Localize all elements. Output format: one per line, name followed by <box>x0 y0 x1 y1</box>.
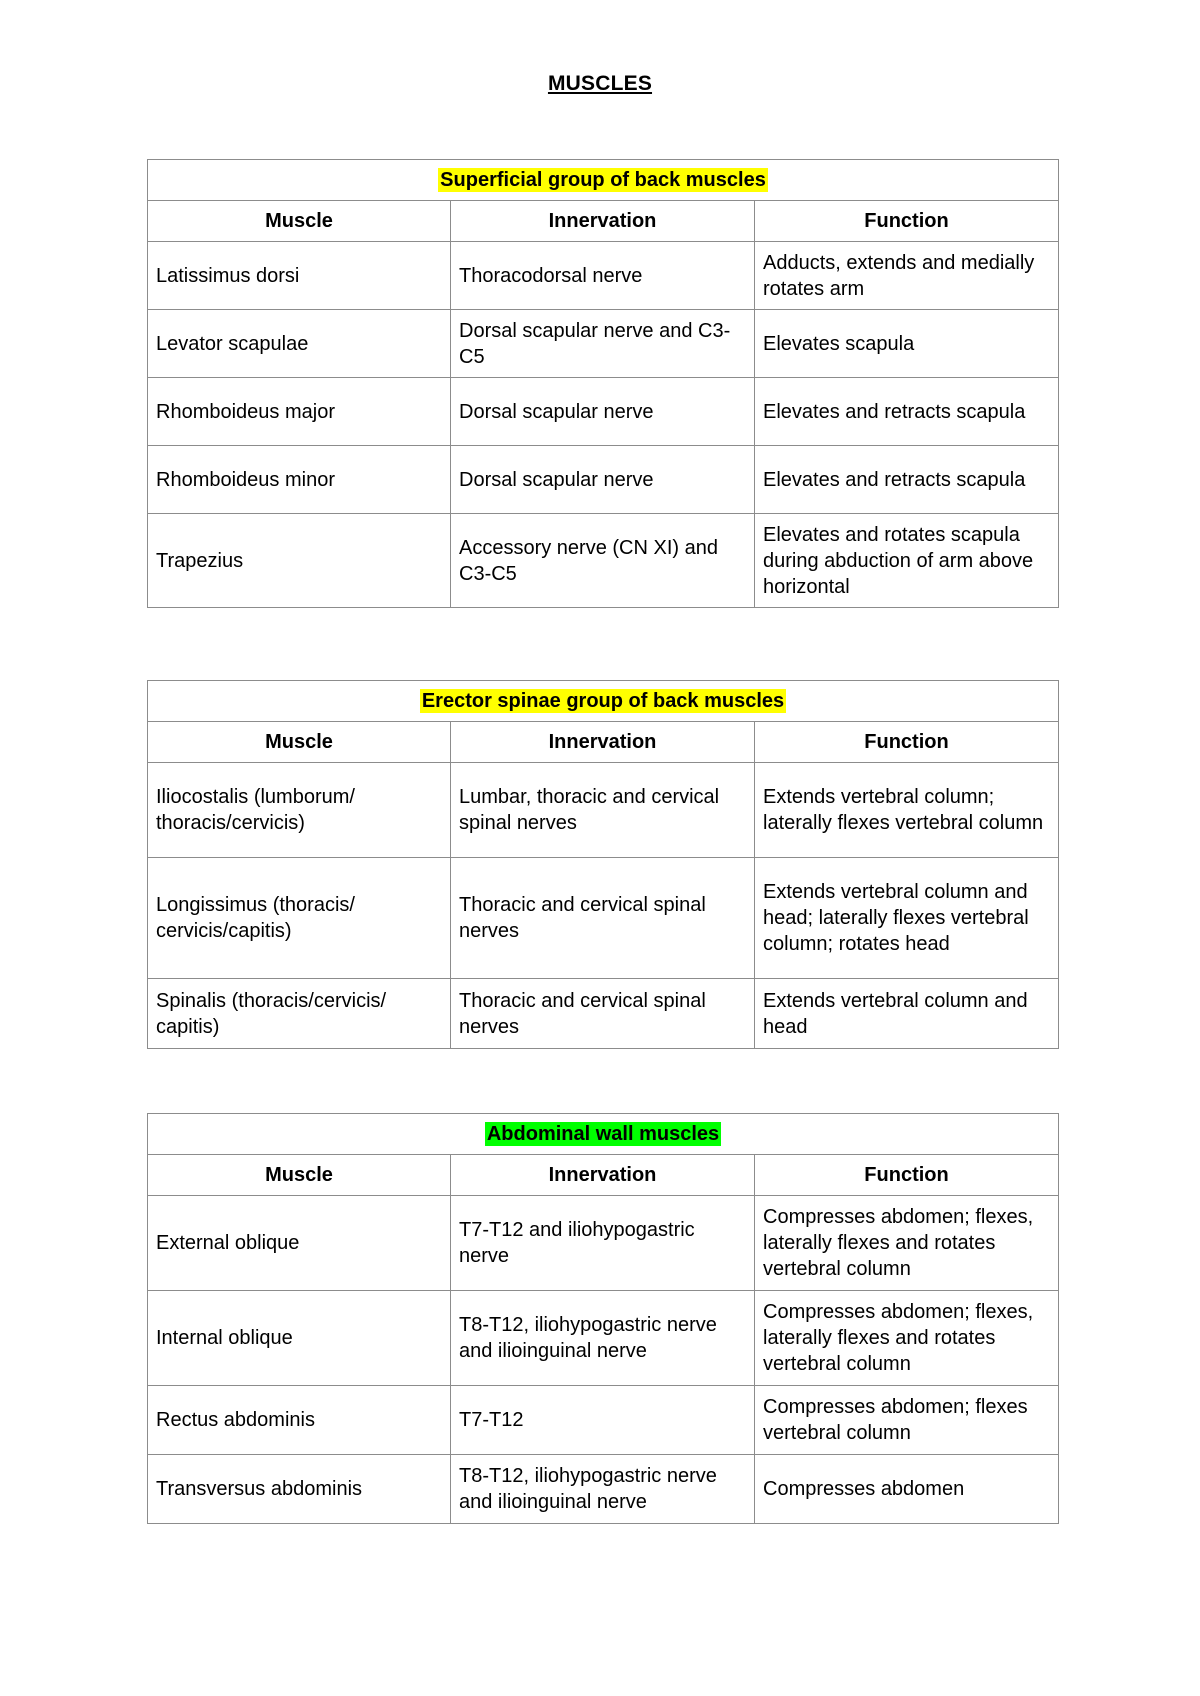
innervation-cell: T8-T12, iliohypogastric nerve and ilioinguinal nerve <box>451 1291 755 1386</box>
table-row <box>148 979 1059 1049</box>
muscle-cell: Rhomboideus minor <box>148 446 451 514</box>
table-row <box>148 514 1059 608</box>
function-cell: Extends vertebral column; laterally flexes vertebral column <box>755 763 1059 858</box>
innervation-cell: T8-T12, iliohypogastric nerve and ilioinguinal nerve <box>451 1455 755 1524</box>
innervation-column-header: Innervation <box>451 722 755 763</box>
function-cell: Extends vertebral column and head <box>755 979 1059 1049</box>
muscle-cell: Longissimus (thoracis/ cervicis/capitis) <box>148 858 451 979</box>
function-cell: Extends vertebral column and head; laterally flexes vertebral column; rotates head <box>755 858 1059 979</box>
table-row <box>148 1455 1059 1524</box>
table-section-title: Abdominal wall muscles <box>486 1123 720 1145</box>
function-cell: Elevates and retracts scapula <box>755 446 1059 514</box>
innervation-cell: Thoracic and cervical spinal nerves <box>451 858 755 979</box>
table-section-title-cell <box>148 160 1059 201</box>
muscle-cell: Rhomboideus major <box>148 378 451 446</box>
function-cell: Elevates scapula <box>755 310 1059 378</box>
innervation-column-header: Innervation <box>451 1155 755 1196</box>
muscle-cell: Iliocostalis (lumborum/ thoracis/cervicis) <box>148 763 451 858</box>
muscle-column-header: Muscle <box>148 1155 451 1196</box>
innervation-cell: Dorsal scapular nerve <box>451 378 755 446</box>
innervation-cell: Accessory nerve (CN XI) and C3-C5 <box>451 514 755 608</box>
table-section-title: Erector spinae group of back muscles <box>421 690 785 712</box>
table-section-title-cell <box>148 1114 1059 1155</box>
muscle-cell: Spinalis (thoracis/cervicis/ capitis) <box>148 979 451 1049</box>
innervation-cell: T7-T12 <box>451 1386 755 1455</box>
table-row <box>148 242 1059 310</box>
table-row <box>148 858 1059 979</box>
muscle-cell: Levator scapulae <box>148 310 451 378</box>
table-row <box>148 763 1059 858</box>
abdominal-wall-muscles-table <box>147 1113 1059 1524</box>
innervation-cell: Dorsal scapular nerve <box>451 446 755 514</box>
table-row <box>148 378 1059 446</box>
table-row <box>148 1291 1059 1386</box>
table-row <box>148 310 1059 378</box>
table-row <box>148 1196 1059 1291</box>
function-column-header: Function <box>755 1155 1059 1196</box>
innervation-cell: Thoracodorsal nerve <box>451 242 755 310</box>
muscle-cell: Transversus abdominis <box>148 1455 451 1524</box>
function-cell: Compresses abdomen; flexes vertebral column <box>755 1386 1059 1455</box>
table-header-row <box>148 201 1059 242</box>
function-cell: Compresses abdomen <box>755 1455 1059 1524</box>
table-row <box>148 446 1059 514</box>
innervation-cell: Dorsal scapular nerve and C3-C5 <box>451 310 755 378</box>
muscle-cell: Rectus abdominis <box>148 1386 451 1455</box>
muscle-cell: Internal oblique <box>148 1291 451 1386</box>
page-title: MUSCLES <box>547 72 653 95</box>
table-section-title: Superficial group of back muscles <box>440 169 766 191</box>
function-column-header: Function <box>755 722 1059 763</box>
innervation-cell: Thoracic and cervical spinal nerves <box>451 979 755 1049</box>
innervation-cell: T7-T12 and iliohypogastric nerve <box>451 1196 755 1291</box>
table-row <box>148 1386 1059 1455</box>
muscle-cell: Latissimus dorsi <box>148 242 451 310</box>
function-cell: Compresses abdomen; flexes, laterally flexes and rotates vertebral column <box>755 1291 1059 1386</box>
function-column-header: Function <box>755 201 1059 242</box>
muscle-column-header: Muscle <box>148 201 451 242</box>
function-cell: Adducts, extends and medially rotates arm <box>755 242 1059 310</box>
muscle-column-header: Muscle <box>148 722 451 763</box>
table-header-row <box>148 722 1059 763</box>
innervation-cell: Lumbar, thoracic and cervical spinal nerves <box>451 763 755 858</box>
superficial-back-muscles-table <box>147 159 1059 608</box>
muscle-cell: External oblique <box>148 1196 451 1291</box>
table-section-title-cell <box>148 681 1059 722</box>
function-cell: Elevates and retracts scapula <box>755 378 1059 446</box>
innervation-column-header: Innervation <box>451 201 755 242</box>
muscle-cell: Trapezius <box>148 514 451 608</box>
function-cell: Compresses abdomen; flexes, laterally flexes and rotates vertebral column <box>755 1196 1059 1291</box>
erector-spinae-muscles-table <box>147 680 1059 1049</box>
function-cell: Elevates and rotates scapula during abduction of arm above horizontal <box>755 514 1059 608</box>
table-header-row <box>148 1155 1059 1196</box>
